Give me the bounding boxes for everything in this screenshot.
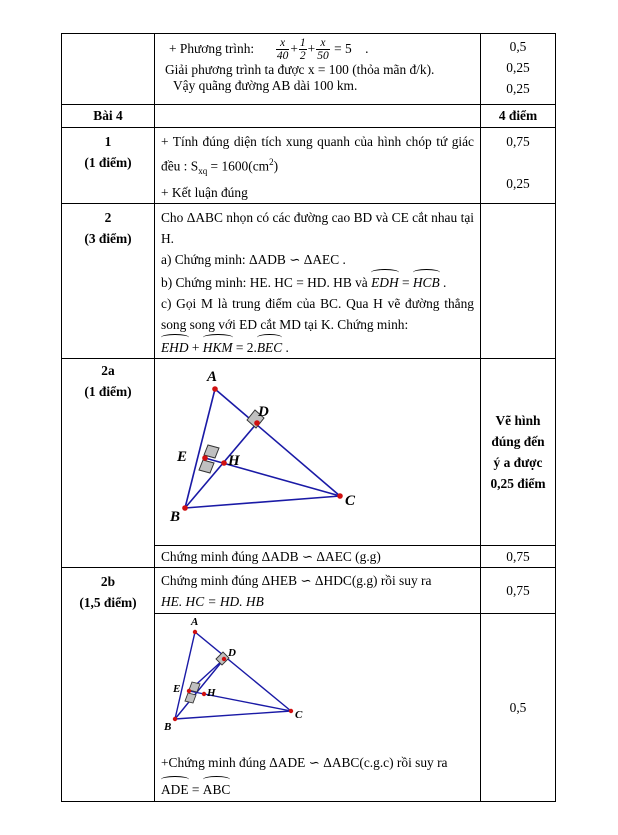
label-e: E <box>177 449 188 466</box>
q2a-figure-cell <box>155 359 481 546</box>
row-bai4 <box>62 105 556 128</box>
label-b-small: B <box>164 721 172 734</box>
equation-line: + Phương trình: $\frac{x}{40}$ + $\frac{1}{2}$ + $\frac{x}{50}$ = 5 . <box>169 37 369 63</box>
q2a-label: 2a (1 điểm) <box>62 359 155 568</box>
q2a-figure-score: Vẽ hình đúng đến ý a được 0,25 điểm <box>481 359 556 546</box>
label-e-small: E <box>173 683 181 696</box>
fraction-1-2: $\frac{1}{2}$ <box>299 37 306 63</box>
label-a: A <box>207 369 218 386</box>
bai4-label: Bài 4 <box>62 105 155 128</box>
q1-scores: 0,75 0,25 <box>481 128 556 204</box>
q2-label: 2 (3 điểm) <box>62 204 155 359</box>
right-angle-marker-e-bottom <box>199 460 214 473</box>
side-bc <box>185 496 340 508</box>
q1-label: 1 (1 điểm) <box>62 128 155 204</box>
q2b-label: 2b (1,5 điểm) <box>62 568 155 802</box>
cell-equation <box>155 34 481 105</box>
solve-line: Giải phương trình ta được x = 100 (thỏa mãn đ/k). <box>165 62 435 78</box>
q2b-score1: 0,75 <box>481 568 556 614</box>
side-bc-small <box>175 711 291 719</box>
point-a-small <box>193 630 197 634</box>
q2b-figure-cell: A B C D E H +Chứng minh đúng ΔADE ∽ ΔABC(c.g.c) rồi suy ra ADE = ABC <box>155 614 481 802</box>
label-c: C <box>345 493 356 510</box>
fraction-x-40: $\frac{x}{40}$ <box>276 37 289 63</box>
label-h: H <box>228 453 240 470</box>
point-e-small <box>187 689 191 693</box>
cell-empty <box>62 34 155 105</box>
point-b <box>182 505 188 511</box>
row-q2a <box>62 359 556 546</box>
right-angle-marker-e-small-bottom <box>185 693 196 703</box>
cell-scores: 0,5 0,25 0,25 <box>481 34 556 105</box>
q2b-content: Chứng minh đúng ΔHEB ∽ ΔHDC(g.g) rồi suy ra HE. HC = HD. HB <box>155 568 481 614</box>
q2a-proof: Chứng minh đúng ΔADB ∽ ΔAEC (g.g) <box>155 546 481 568</box>
point-c <box>337 493 343 499</box>
point-c-small <box>289 709 293 713</box>
fraction-x-50: $\frac{x}{50}$ <box>317 37 329 63</box>
q1-content: + Tính đúng diện tích xung quanh của hình chóp tứ giác đều : $S_{xq} = 1600(cm^2)$ + Kết luận đúng <box>155 128 481 204</box>
label-d-small: D <box>228 647 236 660</box>
point-h <box>221 460 227 466</box>
triangle-figure-small <box>161 614 475 742</box>
triangle-figure-large <box>155 359 481 539</box>
point-b-small <box>173 717 177 721</box>
row-q1 <box>62 128 556 204</box>
row-equation <box>62 34 556 105</box>
label-h-small: H <box>207 687 216 700</box>
q2b-score2: 0,5 <box>481 614 556 802</box>
bai4-score: 4 điểm <box>481 105 556 128</box>
q2a-proof-score: 0,75 <box>481 546 556 568</box>
point-h-small <box>202 692 206 696</box>
side-ac <box>215 389 340 496</box>
point-e <box>202 455 208 461</box>
grading-table <box>61 33 556 802</box>
point-a <box>212 386 218 392</box>
label-b: B <box>170 509 181 526</box>
conclusion-line: Vậy quãng đường AB dài 100 km. <box>173 78 358 94</box>
q2-content: Cho ΔABC nhọn có các đường cao BD và CE cắt nhau tại H. a) Chứng minh: ΔADB ∽ ΔAEC . b) Chứng minh: HE. HC = HD. HB và EDH = HCB . c) Gọi M là trung điểm của BC. Qua H vẽ đường thẳng song song với ED cắt MD tại K. Chứng minh: EHD + HKM = 2.BEC . <box>155 204 481 359</box>
point-d-small <box>222 657 226 661</box>
row-q2 <box>62 204 556 359</box>
label-c-small: C <box>295 709 303 722</box>
label-a-small: A <box>191 616 199 629</box>
q2b-proof-line: +Chứng minh đúng ΔADE ∽ ΔABC(c.g.c) rồi suy ra <box>161 755 448 771</box>
point-d <box>254 420 260 426</box>
row-q2b <box>62 568 556 614</box>
label-d: D <box>258 404 269 421</box>
